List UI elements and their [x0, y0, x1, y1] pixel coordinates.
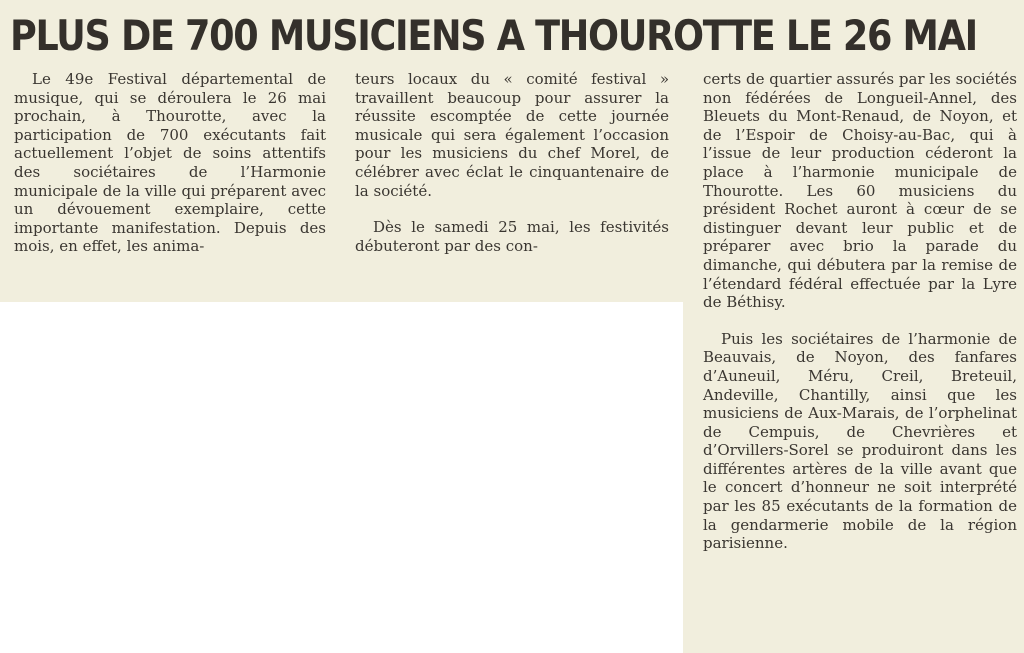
article-column-1 [14, 70, 326, 256]
column-3-paragraph-1: certs de quartier assurés par les sociétés non fédérées de Longueil-Annel, des Bleuets du Mont-Renaud, de Noyon, et de l’Espoir de Choisy-au-Bac, qui à l’issue de leur production céderont la place à l’harmonie municipale de Thourotte. Les 60 musiciens du président Rochet auront à cœur de se distinguer devant leur public et de préparer avec brio la parade du dimanche, qui débutera par la remise de l’étendard fédéral effectuée par la Lyre de Béthisy. [703, 70, 1017, 312]
article-column-3 [703, 70, 1017, 553]
column-2-paragraph-2: Dès le samedi 25 mai, les festivités débuteront par des con- [355, 218, 669, 255]
column-3-paragraph-2: Puis les sociétaires de l’harmonie de Beauvais, de Noyon, des fanfares d’Auneuil, Méru, Creil, Breteuil, Andeville, Chantilly, ainsi que les musiciens de Aux-Marais, de l’orphelinat de Cempuis, de Chevrières et d’Orvillers-Sorel se produiront dans les différentes artères de la ville avant que le concert d’honneur ne soit interprété par les 85 exécutants de la formation de la gendarmerie mobile de la région parisienne. [703, 329, 1017, 553]
article-column-2 [355, 70, 669, 255]
article-headline: PLUS DE 700 MUSICIENS A THOUROTTE LE 26 MAI [10, 11, 977, 60]
column-1-paragraph: Le 49e Festival départemental de musique, qui se déroulera le 26 mai prochain, à Thourotte, avec la participation de 700 exécutants fait actuellement l’objet de soins attentifs des sociétaires de l’Harmonie municipale de la ville qui préparent avec un dévouement exemplaire, cette importante manifestation. Depuis des mois, en effet, les anima- [14, 70, 326, 256]
column-2-paragraph-1: teurs locaux du « comité festival » travaillent beaucoup pour assurer la réussite escomptée de cette journée musicale qui sera également l’occasion pour les musiciens du chef Morel, de célébrer avec éclat le cinquantenaire de la société. [355, 70, 669, 200]
